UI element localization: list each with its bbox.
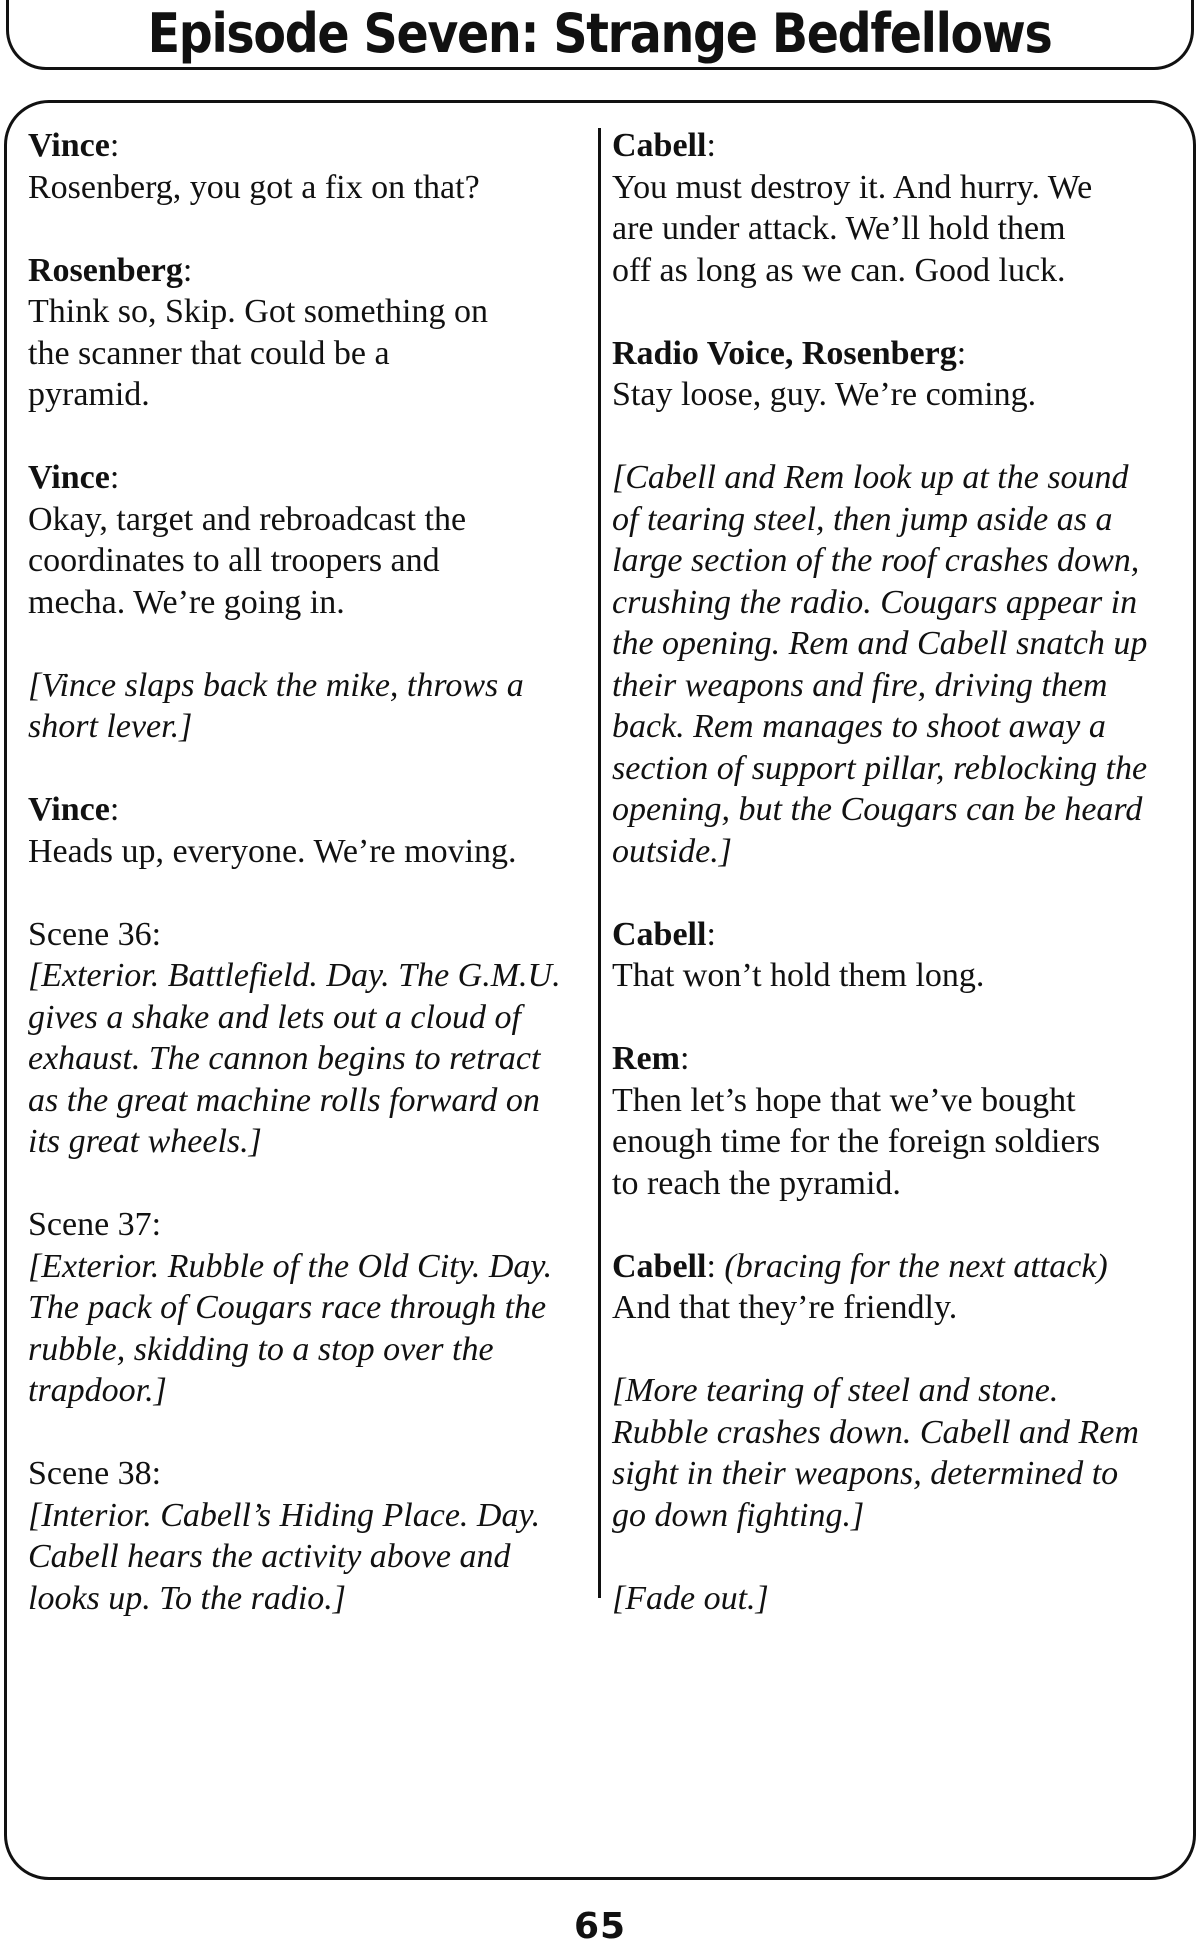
direction-line: [Fade out.] [612,1579,769,1617]
speaker-colon: : [956,334,967,372]
speaker-colon: : [109,459,120,496]
direction-line: The pack of Cougars race through the [28,1289,547,1326]
page-number: 65 [573,1906,627,1947]
scene-heading: Scene 38: [28,1455,162,1492]
dialogue-line: coordinates to all troopers and [28,542,440,579]
stage-direction [612,457,1182,872]
episode-title-bar [6,0,1194,70]
direction-line: the opening. Rem and Cabell snatch up [612,625,1148,662]
direction-line: exhaust. The cannon begins to retract [28,1040,541,1077]
direction-line: section of support pillar, reblocking the [612,749,1148,787]
dialogue-line: You must destroy it. And hurry. We [612,168,1093,206]
direction-line: [Exterior. Rubble of the Old City. Day. [28,1247,553,1285]
dialogue-line: Stay loose, guy. We’re coming. [612,376,1037,413]
speaker-name: Radio Voice, Rosenberg [612,334,957,372]
scene-block [28,1453,588,1619]
scene-heading: Scene 37: [28,1206,162,1243]
dialogue-line: Heads up, everyone. We’re moving. [28,832,517,870]
dialogue-block [612,914,1182,997]
stage-direction [612,1578,1182,1620]
direction-line: short lever.] [28,708,193,745]
dialogue-line: pyramid. [28,376,150,413]
dialogue-block [612,333,1182,416]
direction-line: Rubble crashes down. Cabell and Rem [612,1413,1139,1451]
dialogue-block [28,789,588,872]
speaker-colon: : [679,1040,690,1077]
dialogue-block [28,125,588,208]
dialogue-block [28,457,588,623]
speaker-colon: : [182,251,193,289]
speaker-name: Vince [28,791,110,828]
dialogue-block [612,1038,1182,1204]
page-title: Episode Seven: Strange Bedfellows [148,2,1052,65]
speaker-colon: : [109,127,120,164]
scene-block [28,914,588,1163]
dialogue-line: That won’t hold them long. [612,957,985,994]
right-column [612,125,1182,1661]
direction-line: as the great machine rolls forward on [28,1081,540,1119]
direction-line: [Interior. Cabell’s Hiding Place. Day. [28,1496,541,1534]
speaker-name: Rosenberg [28,251,183,289]
direction-line: its great wheels.] [28,1123,262,1160]
dialogue-line: And that they’re friendly. [612,1289,958,1326]
dialogue-line: mecha. We’re going in. [28,583,345,621]
parenthetical: (bracing for the next attack) [724,1247,1108,1285]
direction-line: rubble, skidding to a stop over the [28,1330,494,1368]
speaker-colon: : [706,1247,716,1285]
dialogue-line: Think so, Skip. Got something on [28,293,488,330]
dialogue-block [612,1246,1182,1329]
left-column [28,125,588,1661]
dialogue-line: the scanner that could be a [28,334,390,372]
dialogue-block [28,250,588,416]
speaker-name: Cabell [612,127,707,164]
dialogue-line: Okay, target and rebroadcast the [28,500,467,538]
dialogue-line: are under attack. We’ll hold them [612,210,1066,247]
dialogue-block [612,125,1182,291]
speaker-name: Cabell [612,1247,707,1285]
dialogue-line: Rosenberg, you got a fix on that? [28,168,480,206]
direction-line: looks up. To the radio.] [28,1579,347,1617]
speaker-colon: : [109,791,120,828]
direction-line: crushing the radio. Cougars appear in [612,583,1138,621]
direction-line: [Vince slaps back the mike, throws a [28,666,524,704]
stage-direction [612,1370,1182,1536]
direction-line: outside.] [612,832,732,870]
direction-line: [More tearing of steel and stone. [612,1372,1059,1409]
dialogue-line: Then let’s hope that we’ve bought [612,1081,1076,1119]
scene-heading: Scene 36: [28,915,162,953]
direction-line: large section of the roof crashes down, [612,542,1140,579]
speaker-colon: : [706,915,716,953]
speaker-name: Rem [612,1040,680,1077]
column-divider [598,128,601,1598]
speaker-name: Vince [28,459,110,496]
direction-line: go down fighting.] [612,1496,865,1534]
direction-line: opening, but the Cougars can be heard [612,791,1143,828]
direction-line: their weapons and fire, driving them [612,666,1108,704]
direction-line: [Cabell and Rem look up at the sound [612,459,1129,496]
stage-direction [28,665,588,748]
dialogue-line: to reach the pyramid. [612,1164,901,1202]
direction-line: of tearing steel, then jump aside as a [612,500,1113,538]
direction-line: trapdoor.] [28,1372,167,1409]
direction-line: gives a shake and lets out a cloud of [28,998,521,1036]
dialogue-line: enough time for the foreign soldiers [612,1123,1101,1160]
scene-block [28,1204,588,1412]
speaker-name: Cabell [612,915,707,953]
direction-line: Cabell hears the activity above and [28,1538,511,1575]
direction-line: sight in their weapons, determined to [612,1455,1119,1492]
direction-line: [Exterior. Battlefield. Day. The G.M.U. [28,957,561,994]
speaker-colon: : [706,127,716,164]
direction-line: back. Rem manages to shoot away a [612,708,1106,745]
dialogue-line: off as long as we can. Good luck. [612,251,1066,289]
speaker-name: Vince [28,127,110,164]
